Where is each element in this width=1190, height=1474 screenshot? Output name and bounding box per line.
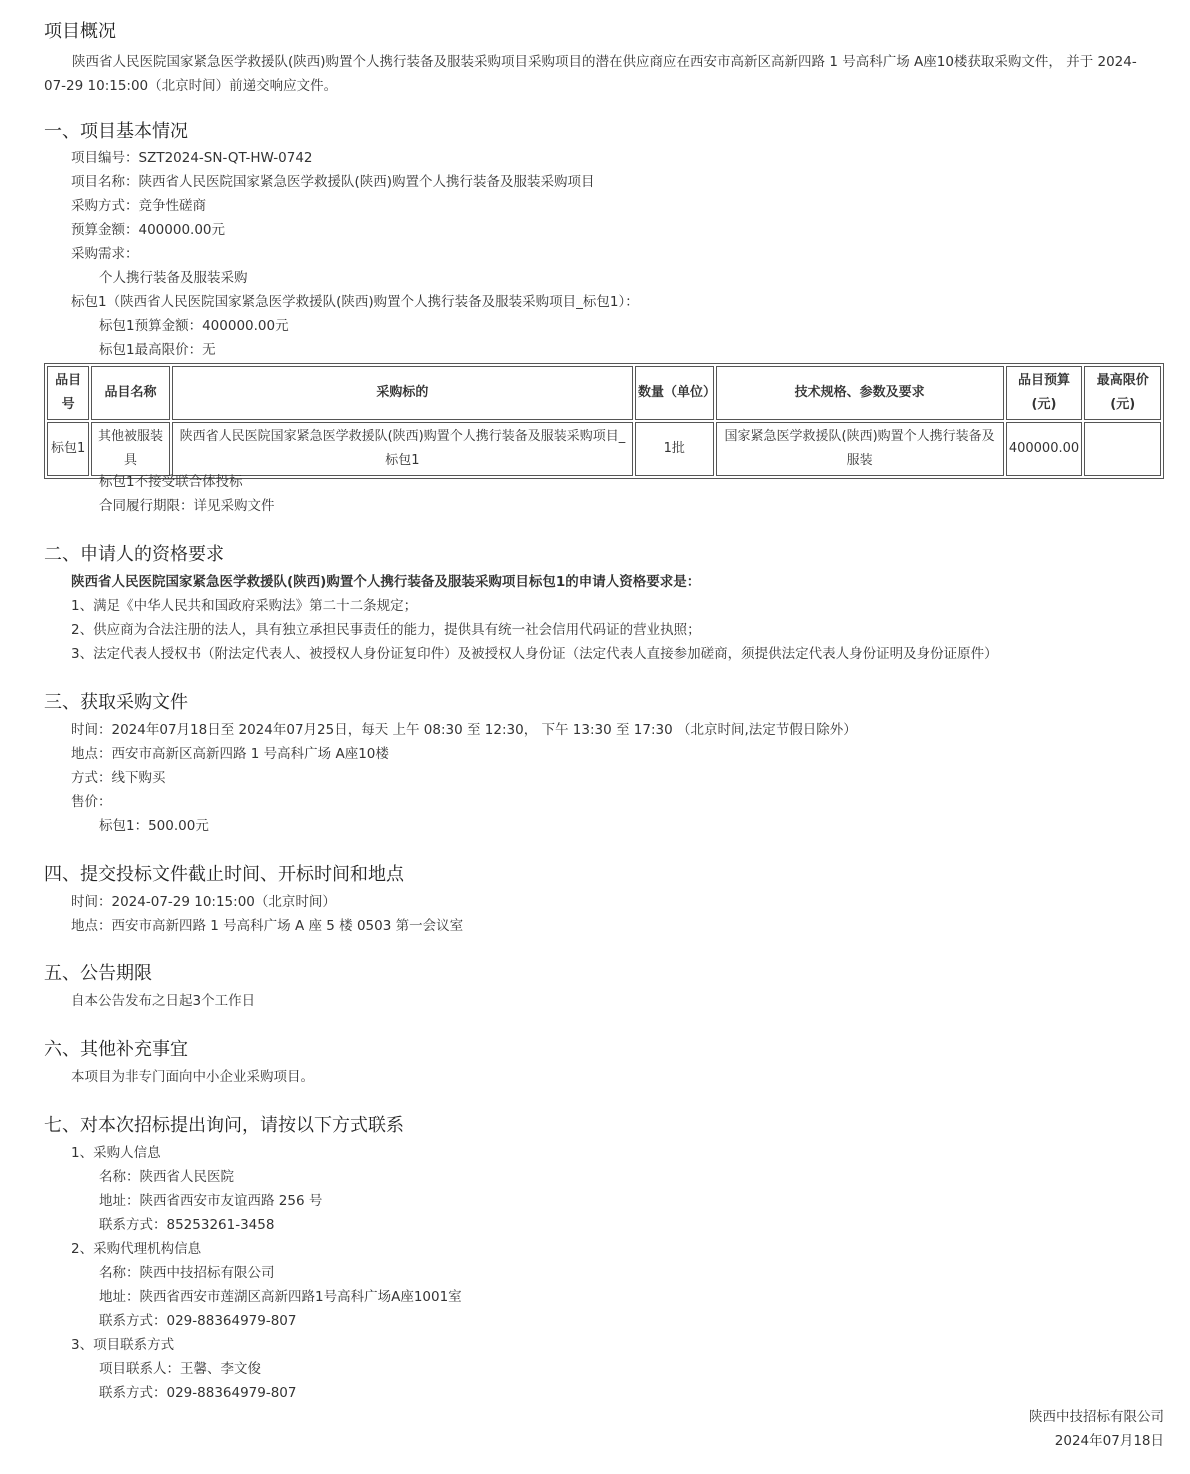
section5-title: 五、公告期限 [44,963,152,984]
section2-title: 二、申请人的资格要求 [44,544,224,565]
qualification-item: 1、满足《中华人民共和国政府采购法》第二十二条规定； [71,598,418,614]
cell-subject: 陕西省人民医院国家紧急医学救援队(陕西)购置个人携行装备及服装采购项目_标包1 [172,422,633,476]
project-contact-person: 项目联系人：王馨、李文俊 [99,1361,261,1377]
header-subject: 采购标的 [172,366,633,420]
table-row [47,422,1161,476]
demand-value: 个人携行装备及服装采购 [99,270,248,286]
lot-title: 标包1（陕西省人民医院国家紧急医学救援队(陕西)购置个人携行装备及服装采购项目_标包1）： [71,294,639,310]
section7-title: 七、对本次招标提出询问，请按以下方式联系 [44,1115,404,1136]
obtain-way: 方式：线下购买 [71,770,166,786]
demand-label: 采购需求： [71,246,139,262]
section1-title: 一、项目基本情况 [44,121,188,142]
project-contact-label: 3、项目联系方式 [71,1337,175,1353]
signature-date: 2024年07月18日 [1054,1433,1164,1449]
obtain-place: 地点：西安市高新区高新四路 1 号高科广场 A座10楼 [71,746,389,762]
table-header-row [47,366,1161,420]
cell-item-no: 标包1 [47,422,89,476]
price-label: 售价： [71,794,112,810]
agent-label: 2、采购代理机构信息 [71,1241,202,1257]
deadline-time: 时间：2024-07-29 10:15:00（北京时间） [71,894,336,910]
header-item-name: 品目名称 [91,366,170,420]
buyer-label: 1、采购人信息 [71,1145,161,1161]
price-value: 标包1：500.00元 [99,818,209,834]
obtain-time: 时间：2024年07月18日至 2024年07月25日，每天 上午 08:30 至 12:30， 下午 13:30 至 17:30 （北京时间,法定节假日除外） [71,722,857,738]
opening-place: 地点：西安市高新四路 1 号高科广场 A 座 5 楼 0503 第一会议室 [71,918,464,934]
section4-title: 四、提交投标文件截止时间、开标时间和地点 [44,864,404,885]
contract-period: 合同履行期限：详见采购文件 [99,498,275,514]
buyer-name: 名称：陕西省人民医院 [99,1169,234,1185]
buyer-address: 地址：陕西省西安市友谊西路 256 号 [99,1193,323,1209]
project-name: 项目名称：陕西省人民医院国家紧急医学救援队(陕西)购置个人携行装备及服装采购项目 [71,174,595,190]
header-quantity: 数量（单位） [635,366,714,420]
notice-period: 自本公告发布之日起3个工作日 [71,993,256,1009]
budget-amount: 预算金额：400000.00元 [71,222,226,238]
project-contact-phone: 联系方式：029-88364979-807 [99,1385,297,1401]
section6-title: 六、其他补充事宜 [44,1039,188,1060]
items-table [44,363,1164,479]
header-max-price: 最高限价(元) [1084,366,1161,420]
project-number: 项目编号：SZT2024-SN-QT-HW-0742 [71,150,313,166]
overview-text: 陕西省人民医院国家紧急医学救援队(陕西)购置个人携行装备及服装采购项目采购项目的潜在供应商应在西安市高新区高新四路 1 号高科广场 A座10楼获取采购文件， 并于 2024-07-29 10:15:00（北京时间）前递交响应文件。 [44,54,1137,94]
other-matters: 本项目为非专门面向中小企业采购项目。 [71,1069,314,1085]
agent-contact: 联系方式：029-88364979-807 [99,1313,297,1329]
overview-title: 项目概况 [44,21,116,42]
header-item-no: 品目号 [47,366,89,420]
lot-budget: 标包1预算金额：400000.00元 [99,318,289,334]
cell-specs: 国家紧急医学救援队(陕西)购置个人携行装备及服装 [716,422,1004,476]
section3-title: 三、获取采购文件 [44,692,188,713]
agent-address: 地址：陕西省西安市莲湖区高新四路1号高科广场A座1001室 [99,1289,462,1305]
agent-name: 名称：陕西中技招标有限公司 [99,1265,275,1281]
cell-quantity: 1批 [635,422,714,476]
header-specs: 技术规格、参数及要求 [716,366,1004,420]
cell-item-budget: 400000.00 [1006,422,1083,476]
cell-item-name: 其他被服装具 [91,422,170,476]
lot-max-price: 标包1最高限价：无 [99,342,216,358]
signature-company: 陕西中技招标有限公司 [1029,1409,1164,1425]
qualification-item: 3、法定代表人授权书（附法定代表人、被授权人身份证复印件）及被授权人身份证（法定代表人直接参加磋商，须提供法定代表人身份证明及身份证原件） [71,646,998,662]
header-item-budget: 品目预算(元) [1006,366,1083,420]
qualification-item: 2、供应商为合法注册的法人，具有独立承担民事责任的能力，提供具有统一社会信用代码证的营业执照； [71,622,701,638]
qualification-lead: 陕西省人民医院国家紧急医学救援队(陕西)购置个人携行装备及服装采购项目标包1的申请人资格要求是： [71,574,701,590]
procurement-method: 采购方式：竞争性磋商 [71,198,206,214]
cell-max-price [1084,422,1161,476]
buyer-contact: 联系方式：85253261-3458 [99,1217,275,1233]
joint-bid-note: 标包1不接受联合体投标 [99,474,243,490]
